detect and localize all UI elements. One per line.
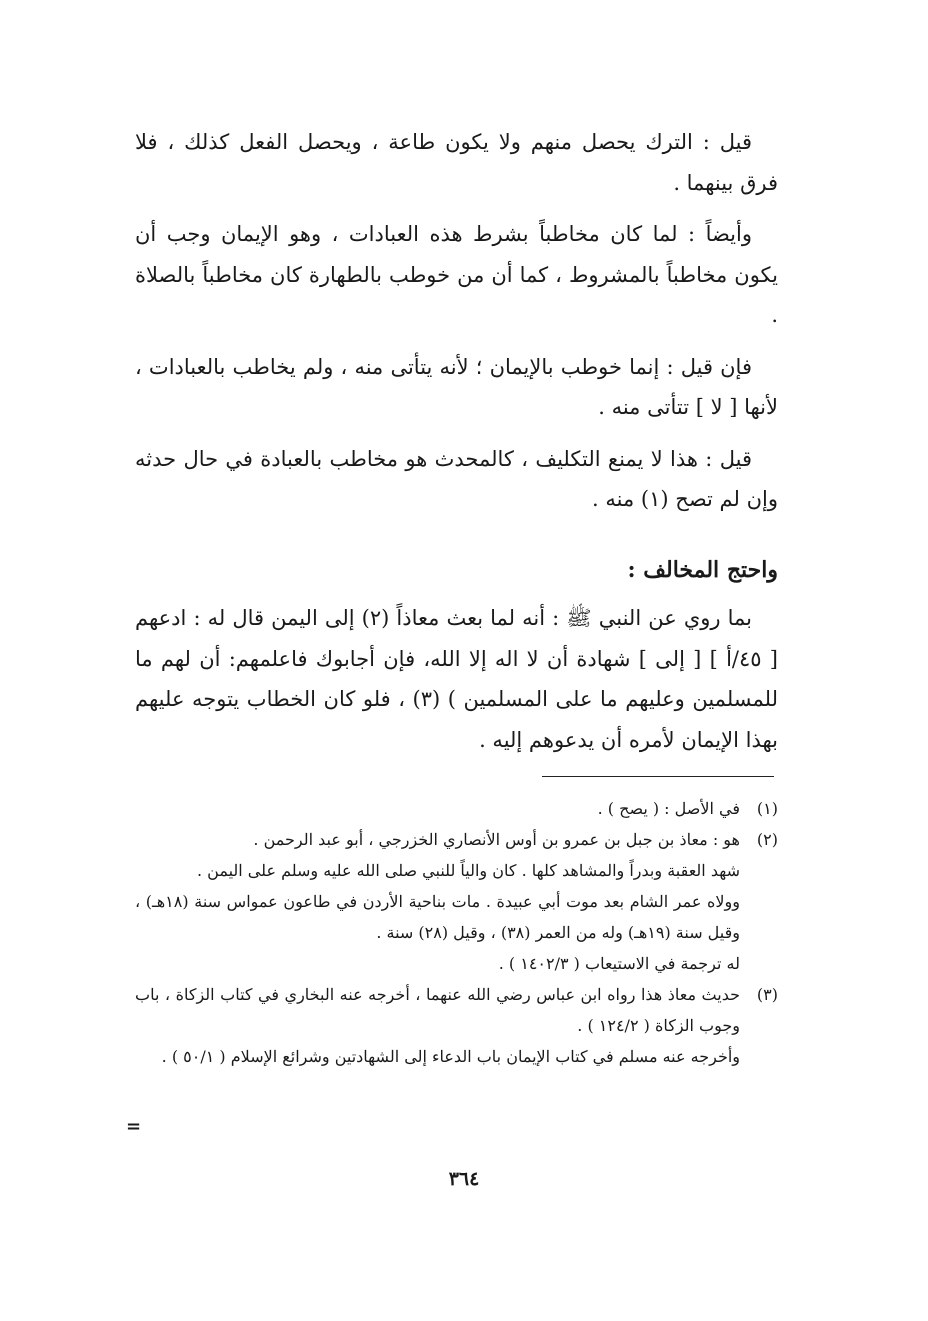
continued-mark: = (126, 1116, 142, 1137)
page-number: ٣٦٤ (448, 1168, 480, 1190)
footnotes (135, 793, 778, 1072)
main-text (135, 122, 778, 771)
footnote-number: (٢) (756, 830, 778, 849)
footnote-line: وأخرجه عنه مسلم في كتاب الإيمان باب الدعاء إلى الشهادتين وشرائع الإسلام ( ٥٠/١ ) . (161, 1047, 740, 1066)
footnote-line: شهد العقبة وبدراً والمشاهد كلها . كان والياً للنبي صلى الله عليه وسلم على اليمن . (196, 861, 740, 880)
footnote-line: هو : معاذ بن جبل بن عمرو بن أوس الأنصاري الخزرجي ، أبو عبد الرحمن . (253, 830, 740, 849)
footnote-3 (135, 979, 778, 1072)
paragraph-1: قيل : الترك يحصل منهم ولا يكون طاعة ، ويحصل الفعل كذلك ، فلا فرق بينهما . (135, 130, 778, 195)
footnote-body (135, 979, 740, 1072)
footnote-2 (135, 824, 778, 979)
footnote-1 (135, 793, 778, 824)
footnote-line: في الأصل : ( يصح ) . (597, 799, 740, 818)
footnote-divider (542, 776, 774, 777)
paragraph-2: وأيضاً : لما كان مخاطباً بشرط هذه العبادات ، وهو الإيمان وجب أن يكون مخاطباً بالمشروط ، كما أن من خوطب بالطهارة كان مخاطباً بالصلاة . (135, 222, 778, 327)
paragraph-4: قيل : هذا لا يمنع التكليف ، كالمحدث هو مخاطب بالعبادة في حال حدثه وإن لم تصح (١) منه . (135, 446, 778, 511)
section-heading: واحتج المخالف : (627, 556, 778, 583)
paragraph-5: بما روي عن النبي ﷺ : أنه لما بعث معاذاً (٢) إلى اليمن قال له : ادعهم [ ٤٥/أ ] [ إلى ] شهادة أن لا اله إلا الله، فإن أجابوك فاعلمهم: أن لهم ما للمسلمين وعليهم ما على المسلمين ) (٣) ، فلو كان الخطاب يتوجه عليهم بهذا الإيمان لأمره أن يدعوهم إليه . (135, 606, 778, 752)
footnote-number: (٣) (756, 985, 778, 1004)
footnote-line: له ترجمة في الاستيعاب ( ١٤٠٢/٣ ) . (498, 954, 740, 973)
footnote-number: (١) (756, 799, 778, 818)
paragraph-3: فإن قيل : إنما خوطب بالإيمان ؛ لأنه يتأتى منه ، ولم يخاطب بالعبادات ، لأنها [ لا ] تتأتى منه . (135, 354, 778, 419)
footnote-body (135, 824, 740, 979)
footnote-line: حديث معاذ هذا رواه ابن عباس رضي الله عنهما ، أخرجه عنه البخاري في كتاب الزكاة ، باب وجوب الزكاة ( ١٢٤/٢ ) . (135, 985, 740, 1035)
footnote-line: وولاه عمر الشام بعد موت أبي عبيدة . مات بناحية الأردن في طاعون عمواس سنة (١٨هـ) ، وقيل سنة (١٩هـ) وله من العمر (٣٨) ، وقيل (٢٨) سنة . (135, 892, 740, 942)
footnote-body (135, 793, 740, 824)
